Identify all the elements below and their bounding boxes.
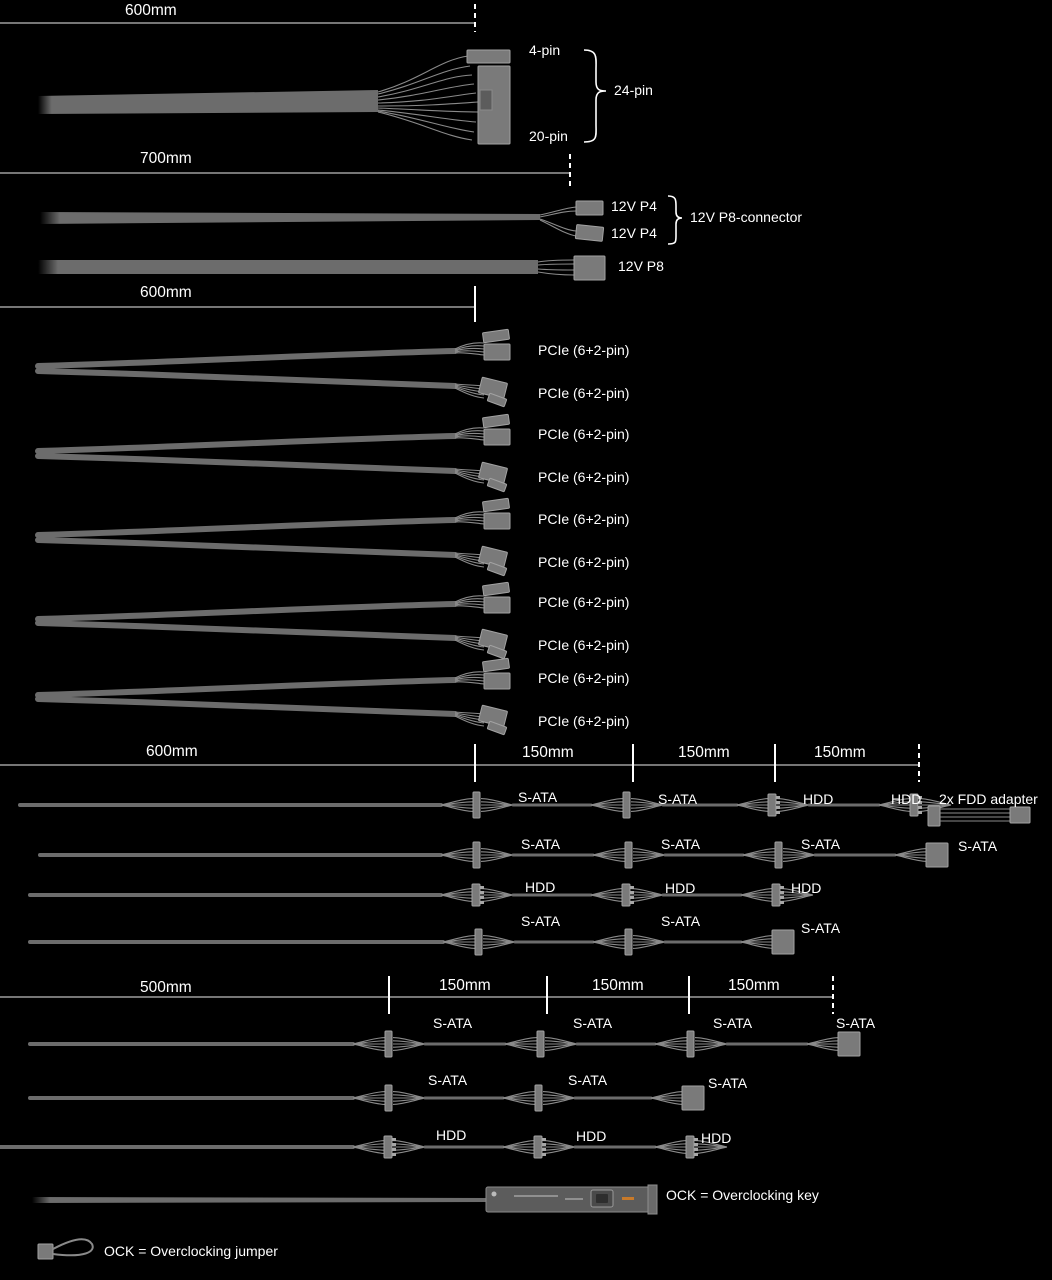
p500-row1-sata-connector (687, 1031, 694, 1057)
atx-main-cable (38, 90, 378, 114)
p600-r1-label-3: HDD (803, 791, 834, 807)
p500-r1-label-1: S-ATA (433, 1015, 473, 1031)
p600-row3-hdd-connector (622, 884, 630, 906)
p500-row3-hdd-pin (694, 1143, 698, 1146)
pcie-2pin-connector (482, 329, 509, 343)
pcie-6pin-connector (484, 513, 510, 529)
label-pcie-9: PCIe (6+2-pin) (538, 670, 630, 686)
label-pcie-10: PCIe (6+2-pin) (538, 713, 630, 729)
p600-r4-label-3: S-ATA (801, 920, 841, 936)
brace-p8 (668, 196, 682, 244)
ock-key-printed-mark (514, 1195, 558, 1197)
p600-r4-label-1: S-ATA (521, 913, 561, 929)
p500-r2-label-3: S-ATA (708, 1075, 748, 1091)
p600-row3-hdd-pin (480, 901, 484, 904)
pcie-2pin-connector (482, 582, 509, 596)
p500-r3-label-3: HDD (701, 1130, 732, 1146)
length-label-seg1: 150mm (522, 744, 574, 761)
pcie-cable (38, 520, 455, 535)
label-p8-connector: 12V P8-connector (690, 209, 803, 225)
label-ock-key: OCK = Overclocking key (666, 1187, 819, 1203)
pcie-wire (455, 680, 484, 681)
p4-connector-bottom (575, 225, 603, 242)
p600-row1-hdd-connector (768, 794, 776, 816)
cpu-section (0, 150, 802, 280)
ock-key-printed-mark (565, 1198, 583, 1200)
fdd-adapter-body (928, 806, 940, 826)
p600-row1-hdd-pin (776, 806, 780, 809)
length-label-seg2: 150mm (592, 977, 644, 994)
p600-row1-sata-connector (623, 792, 630, 818)
p600-r1-label-2: S-ATA (658, 791, 698, 807)
p600-row4-sata-connector (625, 929, 632, 955)
pcie-cable (38, 699, 455, 714)
p600-r1-label-1: S-ATA (518, 789, 558, 805)
label-12v-p8: 12V P8 (618, 258, 664, 274)
mainboard-section (0, 2, 653, 144)
p500-r2-label-1: S-ATA (428, 1072, 468, 1088)
length-label: 700mm (140, 150, 192, 167)
atx-4pin-block (467, 50, 510, 63)
p500-row1-sata-connector (385, 1031, 392, 1057)
p600-r1-label-4: HDD (891, 791, 922, 807)
pcie-2pin-connector (482, 498, 509, 512)
p500-row3-hdd-pin (392, 1143, 396, 1146)
label-12v-p4-bottom: 12V P4 (611, 225, 657, 241)
p600-row3-hdd-connector (772, 884, 780, 906)
length-label-seg2: 150mm (678, 744, 730, 761)
p600-r2-label-1: S-ATA (521, 836, 561, 852)
p600-row4-sata-connector (475, 929, 482, 955)
p600-row3-hdd-pin (630, 896, 634, 899)
length-label-seg3: 150mm (728, 977, 780, 994)
pcie-cable (38, 680, 455, 695)
p500-row3-hdd-pin (392, 1138, 396, 1141)
p500-row2-end-connector (682, 1086, 704, 1110)
length-label-seg3: 150mm (814, 744, 866, 761)
p500-row3-hdd-pin (694, 1153, 698, 1156)
p500-row3-hdd-pin (694, 1138, 698, 1141)
p600-r2-label-2: S-ATA (661, 836, 701, 852)
p500-row3-hdd-connector (384, 1136, 392, 1158)
p500-row3-hdd-connector (686, 1136, 694, 1158)
p500-r3-label-1: HDD (436, 1127, 467, 1143)
pcie-wire (455, 604, 484, 605)
ock-key-cable (32, 1197, 488, 1203)
pcie-wire (455, 438, 484, 440)
p600-row1-hdd-pin (776, 796, 780, 799)
fdd-adapter-connector (1010, 807, 1030, 823)
pcie-cable (38, 456, 455, 471)
label-20pin: 20-pin (529, 128, 568, 144)
pcie-wire (455, 520, 484, 521)
ock-section (32, 1185, 819, 1259)
length-label: 600mm (125, 2, 177, 19)
p500-r2-label-2: S-ATA (568, 1072, 608, 1088)
label-pcie-5: PCIe (6+2-pin) (538, 511, 630, 527)
atx-wire-fan (378, 56, 478, 140)
p500-r1-label-4: S-ATA (836, 1015, 876, 1031)
label-pcie-1: PCIe (6+2-pin) (538, 342, 630, 358)
pcie-6pin-connector (484, 429, 510, 445)
p600-row3-hdd-connector (472, 884, 480, 906)
p600-row3-hdd-pin (630, 886, 634, 889)
p500-row1-sata-connector (537, 1031, 544, 1057)
pcie-cable (38, 436, 455, 451)
p500-row3-hdd-pin (392, 1153, 396, 1156)
pcie-2pin-connector (482, 658, 509, 672)
pcie-wire (455, 682, 484, 684)
length-label-main: 500mm (140, 979, 192, 996)
p600-row3-hdd-pin (630, 901, 634, 904)
p500-row2-sata-connector (535, 1085, 542, 1111)
pcie-wire (455, 353, 484, 355)
pcie-wire (455, 606, 484, 608)
p8-connector (574, 256, 605, 280)
p600-row1-hdd-pin (918, 811, 922, 814)
label-4pin: 4-pin (529, 42, 561, 58)
pcie-2pin-connector (482, 414, 509, 428)
label-12v-p4-top: 12V P4 (611, 198, 657, 214)
p600-row3-hdd-pin (780, 901, 784, 904)
pcie-wire (455, 351, 484, 352)
brace-24pin (584, 50, 606, 142)
p600-row3-hdd-pin (480, 891, 484, 894)
p500-row3-hdd-connector (534, 1136, 542, 1158)
pcie-wire (455, 436, 484, 437)
p600-r2-label-3: S-ATA (801, 836, 841, 852)
p500-row3-hdd-pin (542, 1153, 546, 1156)
ock-key-notch (648, 1185, 657, 1214)
pcie-6pin-connector (484, 597, 510, 613)
pcie-cables (38, 329, 510, 735)
ock-key-orange-mark (622, 1197, 634, 1200)
peripheral-600-cables (20, 792, 1030, 955)
p600-r3-label-3: HDD (791, 880, 822, 896)
pcie-cable (38, 623, 455, 638)
label-pcie-2: PCIe (6+2-pin) (538, 385, 630, 401)
cpu-p8-split-cable (40, 212, 540, 224)
p600-row2-sata-connector (473, 842, 480, 868)
p500-r3-label-2: HDD (576, 1128, 607, 1144)
p600-r3-label-2: HDD (665, 880, 696, 896)
pcie-6pin-connector (484, 673, 510, 689)
pcie-cable (38, 604, 455, 619)
p600-r4-label-2: S-ATA (661, 913, 701, 929)
pcie-cable (38, 351, 455, 366)
p600-row2-sata-connector (775, 842, 782, 868)
p4-connector-top (576, 201, 603, 215)
label-pcie-4: PCIe (6+2-pin) (538, 469, 630, 485)
length-label: 600mm (140, 284, 192, 301)
ock-key-screw (492, 1192, 497, 1197)
p500-r1-label-3: S-ATA (713, 1015, 753, 1031)
p600-row2-sata-connector (625, 842, 632, 868)
p500-row1-end-connector (838, 1032, 860, 1056)
pcie-wire (455, 522, 484, 524)
peripheral-600-section (0, 743, 1038, 955)
p500-row3-hdd-pin (542, 1138, 546, 1141)
label-pcie-3: PCIe (6+2-pin) (538, 426, 630, 442)
cpu-p8-cable (38, 260, 538, 274)
p600-row2-end-connector (926, 843, 948, 867)
label-pcie-7: PCIe (6+2-pin) (538, 594, 630, 610)
p600-row3-hdd-pin (630, 891, 634, 894)
p600-r1-label-5: 2x FDD adapter (939, 791, 1038, 807)
ock-jumper-loop (53, 1239, 93, 1255)
label-pcie-6: PCIe (6+2-pin) (538, 554, 630, 570)
pcie-cable (38, 540, 455, 555)
length-label-seg1: 150mm (439, 977, 491, 994)
p600-row3-hdd-pin (780, 886, 784, 889)
length-label-main: 600mm (146, 743, 198, 760)
p500-row3-hdd-pin (542, 1148, 546, 1151)
p500-row3-hdd-pin (542, 1143, 546, 1146)
pcie-section (0, 284, 629, 735)
ock-jumper-plug (38, 1244, 53, 1259)
p600-row3-hdd-pin (480, 896, 484, 899)
p600-row1-sata-connector (473, 792, 480, 818)
p600-row1-hdd-pin (776, 801, 780, 804)
p600-row3-hdd-pin (480, 886, 484, 889)
label-24pin: 24-pin (614, 82, 653, 98)
p600-r3-label-1: HDD (525, 879, 556, 895)
peripheral-500-section (0, 976, 876, 1158)
ock-key-switch-toggle (596, 1194, 608, 1203)
pcie-6pin-connector (484, 344, 510, 360)
p600-r2-label-4: S-ATA (958, 838, 998, 854)
p500-row3-hdd-pin (392, 1148, 396, 1151)
label-pcie-8: PCIe (6+2-pin) (538, 637, 630, 653)
label-ock-jumper: OCK = Overclocking jumper (104, 1243, 278, 1259)
p600-row1-hdd-pin (776, 811, 780, 814)
atx-latch (480, 90, 492, 110)
p600-row3-hdd-pin (780, 891, 784, 894)
p600-row3-hdd-pin (780, 896, 784, 899)
p500-row3-hdd-pin (694, 1148, 698, 1151)
p500-r1-label-2: S-ATA (573, 1015, 613, 1031)
pcie-cable (38, 371, 455, 386)
p500-row2-sata-connector (385, 1085, 392, 1111)
p600-row4-end-connector (772, 930, 794, 954)
